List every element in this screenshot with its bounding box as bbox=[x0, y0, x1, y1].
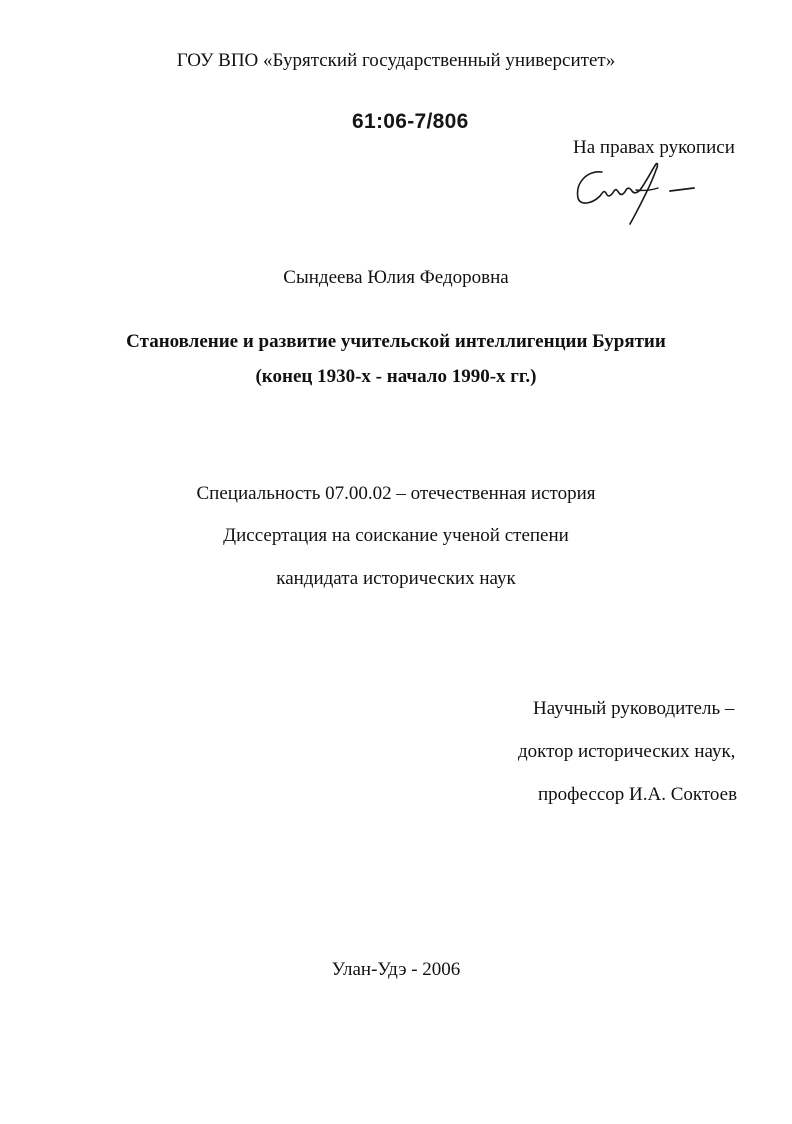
author-signature bbox=[570, 160, 700, 228]
supervisor-name: профессор И.А. Соктоев bbox=[538, 784, 738, 805]
dissertation-title-line-1: Становление и развитие учительской интеллигенции Бурятии bbox=[126, 331, 666, 352]
candidate-degree-line: кандидата исторических наук bbox=[276, 568, 516, 589]
dissertation-title-line-2: (конец 1930-х - начало 1990-х гг.) bbox=[255, 366, 537, 387]
specialty-line: Специальность 07.00.02 – отечественная история bbox=[196, 483, 596, 504]
supervisor-degree: доктор исторических наук, bbox=[518, 741, 736, 762]
manuscript-note: На правах рукописи bbox=[573, 137, 735, 158]
registration-number: 61:06-7/806 bbox=[352, 110, 469, 133]
dissertation-degree-line: Диссертация на соискание ученой степени bbox=[223, 525, 569, 546]
supervisor-label: Научный руководитель – bbox=[533, 698, 735, 719]
place-and-year: Улан-Удэ - 2006 bbox=[331, 959, 461, 980]
author-name: Сындеева Юлия Федоровна bbox=[283, 267, 509, 288]
institution-header: ГОУ ВПО «Бурятский государственный университет» bbox=[176, 50, 616, 71]
